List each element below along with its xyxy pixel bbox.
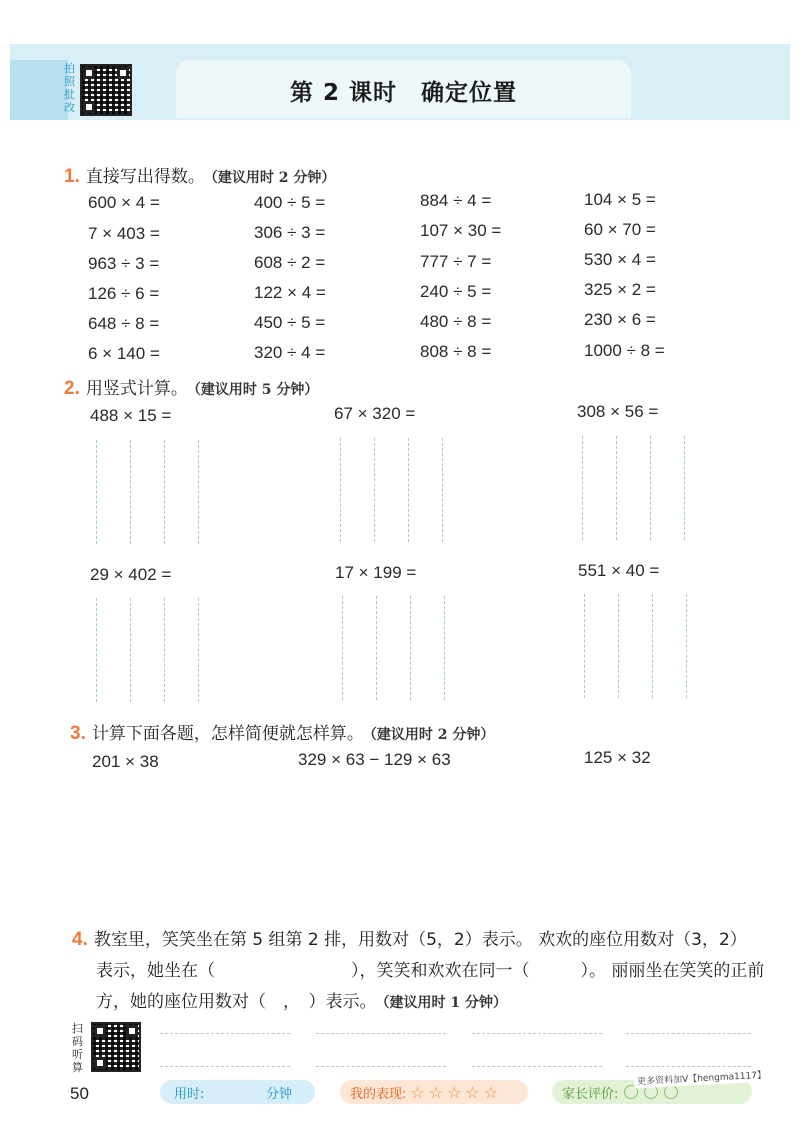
q1-expression: 530 × 4 = [584, 250, 656, 269]
grid-line [684, 436, 685, 540]
question-number: 3. [70, 723, 86, 744]
answer-line[interactable] [160, 1033, 290, 1034]
grid-line [652, 594, 653, 698]
photo-grading-label: 拍照批改 [64, 62, 75, 114]
time-hint: （建议用时 5 分钟） [193, 382, 319, 398]
q1-expression: 122 × 4 = [254, 283, 326, 302]
q1-expression: 608 ÷ 2 = [254, 253, 326, 272]
time-label: 用时: [174, 1086, 205, 1102]
question-text: 方，她的座位用数对（ ， ）表示。 [96, 992, 377, 1012]
question-2-title [64, 374, 318, 400]
grid-line [198, 598, 199, 702]
qr-code-icon[interactable] [91, 1022, 141, 1072]
q1-expression: 480 ÷ 8 = [420, 312, 492, 331]
q3-expression: 329 × 63 − 129 × 63 [298, 750, 451, 769]
q1-expression: 320 ÷ 4 = [254, 343, 326, 362]
q1-expression: 1000 ÷ 8 = [584, 341, 665, 360]
grid-line [376, 596, 377, 700]
question-text: 教室里，笑笑坐在第 5 组第 2 排，用数对（5，2）表示。 欢欢的座位用数对（3，2） [93, 930, 747, 950]
q2-expression: 488 × 15 = [90, 406, 172, 425]
grid-line [410, 596, 411, 700]
grid-line [582, 436, 583, 540]
time-used-pill[interactable] [160, 1080, 315, 1104]
grid-line [340, 438, 341, 542]
q1-expression: 126 ÷ 6 = [88, 284, 160, 303]
parent-label: 家长评价: [562, 1086, 619, 1102]
performance-pill [340, 1080, 528, 1104]
qr-corner [126, 1025, 138, 1037]
grid-line [198, 440, 199, 544]
grid-line [650, 436, 651, 540]
grid-line [96, 440, 97, 544]
q1-expression: 60 × 70 = [584, 220, 656, 239]
smiley-icon[interactable] [664, 1085, 678, 1099]
grid-line [442, 438, 443, 542]
question-number: 1. [64, 166, 80, 187]
question-number: 4. [72, 929, 88, 950]
grid-line [164, 440, 165, 544]
grid-line [616, 436, 617, 540]
grid-line [342, 596, 343, 700]
q2-expression: 308 × 56 = [577, 402, 659, 421]
performance-label: 我的表现: [350, 1086, 407, 1102]
answer-line[interactable] [316, 1033, 446, 1034]
question-text: 用竖式计算。 [85, 379, 188, 399]
answer-line[interactable] [626, 1066, 751, 1067]
time-unit: 分钟 [266, 1086, 293, 1102]
qr-corner [83, 101, 95, 113]
q1-expression: 808 ÷ 8 = [420, 342, 492, 361]
question-number: 2. [64, 378, 80, 399]
answer-line[interactable] [472, 1033, 602, 1034]
top-blank-strip [0, 0, 800, 44]
question-1-title [64, 162, 335, 188]
listen-calc-label: 扫码听算 [72, 1022, 83, 1074]
answer-line[interactable] [160, 1066, 290, 1067]
grid-line [444, 596, 445, 700]
answer-line[interactable] [472, 1066, 602, 1067]
q2-expression: 67 × 320 = [334, 404, 416, 423]
star-icon[interactable]: ☆ [410, 1082, 425, 1102]
q1-expression: 230 × 6 = [584, 310, 656, 329]
qr-code-icon[interactable] [80, 64, 132, 116]
q1-expression: 600 × 4 = [88, 193, 160, 212]
q1-expression: 107 × 30 = [420, 221, 502, 240]
q2-expression: 29 × 402 = [90, 565, 172, 584]
q1-expression: 325 × 2 = [584, 280, 656, 299]
q1-expression: 450 ÷ 5 = [254, 313, 326, 332]
time-hint: （建议用时 2 分钟） [369, 727, 495, 743]
q1-expression: 6 × 140 = [88, 344, 160, 363]
grid-line [618, 594, 619, 698]
grid-line [130, 598, 131, 702]
answer-line[interactable] [626, 1033, 751, 1034]
grid-line [164, 598, 165, 702]
time-hint: （建议用时 2 分钟） [210, 170, 336, 186]
question-3-title [70, 719, 494, 745]
q3-expression: 201 × 38 [92, 752, 159, 771]
q2-expression: 17 × 199 = [335, 563, 417, 582]
q3-expression: 125 × 32 [584, 748, 651, 767]
question-4-line-1 [72, 925, 762, 951]
qr-corner [117, 67, 129, 79]
question-4-line-3 [96, 987, 786, 1012]
grid-line [686, 594, 687, 698]
grid-line [130, 440, 131, 544]
qr-corner [83, 67, 95, 79]
q1-expression: 240 ÷ 5 = [420, 282, 492, 301]
watermark-text: 更多资料加V【hengma1117】 [634, 1066, 770, 1088]
q1-expression: 400 ÷ 5 = [254, 193, 326, 212]
q1-expression: 648 ÷ 8 = [88, 314, 160, 333]
q1-expression: 306 ÷ 3 = [254, 223, 326, 242]
q2-expression: 551 × 40 = [578, 561, 660, 580]
q1-expression: 884 ÷ 4 = [420, 191, 492, 210]
grid-line [374, 438, 375, 542]
question-text: 计算下面各题，怎样简便就怎样算。 [91, 724, 364, 744]
grid-line [96, 598, 97, 702]
page-title: 第 2 课时 确定位置 [289, 80, 518, 106]
header-left-edge [10, 60, 68, 120]
star-icon[interactable]: ☆ [428, 1082, 444, 1102]
q1-expression: 7 × 403 = [88, 224, 160, 243]
page-number: 50 [70, 1084, 89, 1103]
time-hint: （建议用时 1 分钟） [382, 995, 507, 1011]
q1-expression: 963 ÷ 3 = [88, 254, 160, 273]
star-icon[interactable]: ☆ [447, 1082, 462, 1102]
star-icon[interactable]: ☆ [483, 1082, 499, 1102]
grid-line [584, 594, 585, 698]
qr-corner [94, 1057, 106, 1069]
grid-line [408, 438, 409, 542]
question-4-line-2: 表示，她坐在（ ），笑笑和欢欢在同一（ ）。 丽丽坐在笑笑的正前 [96, 961, 765, 981]
star-icon[interactable]: ☆ [465, 1082, 480, 1102]
q1-expression: 777 ÷ 7 = [420, 252, 492, 271]
question-text: 直接写出得数。 [85, 167, 205, 187]
answer-line[interactable] [316, 1066, 446, 1067]
qr-corner [94, 1025, 106, 1037]
q1-expression: 104 × 5 = [584, 190, 656, 209]
